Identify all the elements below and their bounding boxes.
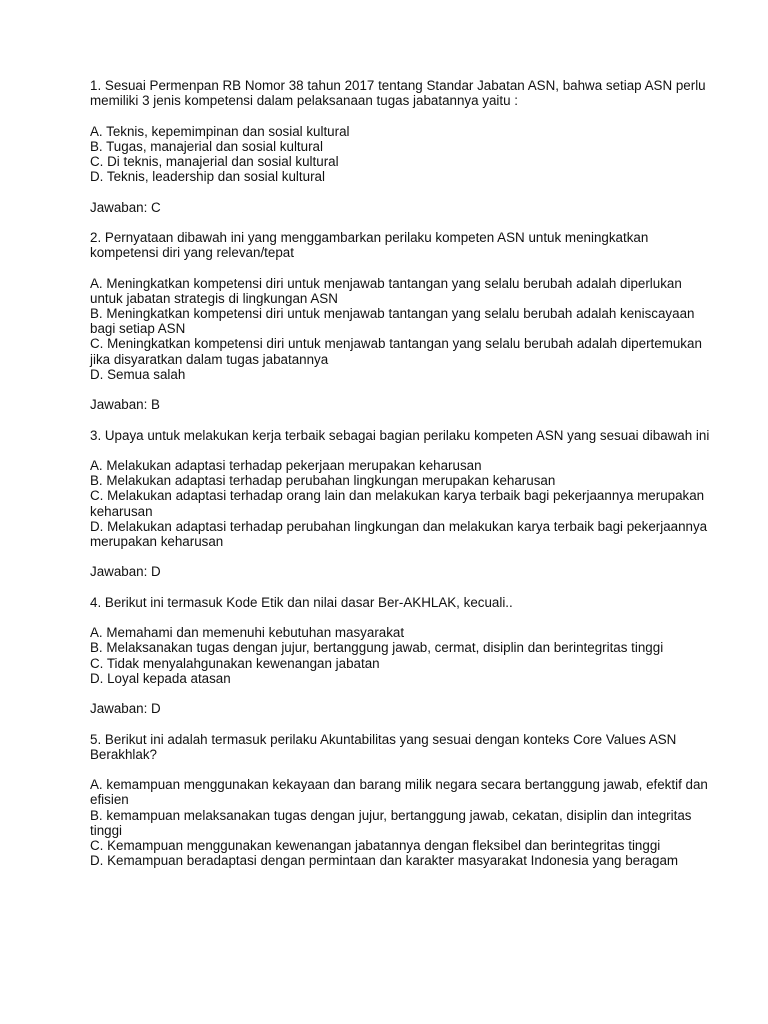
option-d: D. Kemampuan beradaptasi dengan permintaan dan karakter masyarakat Indonesia yang beragam	[90, 853, 679, 869]
option-b: B. Meningkatkan kompetensi diri untuk menjawab tantangan yang selalu berubah adalah keniscayaan bagi setiap ASN	[90, 305, 695, 337]
answer-text: Jawaban: B	[90, 397, 160, 413]
option-b: B. kemampuan melaksanakan tugas dengan jujur, bertanggung jawab, cekatan, disiplin dan integritas tinggi	[90, 807, 692, 838]
answer-text: Jawaban: D	[90, 564, 161, 580]
question-text: 4. Berikut ini termasuk Kode Etik dan nilai dasar Ber-AKHLAK, kecuali..	[90, 594, 513, 610]
option-a: A. Teknis, kepemimpinan dan sosial kultural	[90, 123, 350, 139]
answer-text: Jawaban: D	[90, 701, 161, 717]
option-list	[90, 276, 710, 382]
option-list	[90, 458, 710, 549]
answer-text: Jawaban: C	[90, 199, 161, 215]
option-list	[90, 124, 710, 185]
option-b: B. Melaksanakan tugas dengan jujur, bertanggung jawab, cermat, disiplin dan berintegritas tinggi	[90, 640, 664, 656]
option-c: C. Kemampuan menggunakan kewenangan jabatannya dengan fleksibel dan berintegritas tinggi	[90, 837, 661, 853]
option-a: A. kemampuan menggunakan kekayaan dan barang milik negara secara bertanggung jawab, efektif dan efisien	[90, 777, 708, 808]
question-2	[90, 230, 710, 412]
option-a: A. Melakukan adaptasi terhadap pekerjaan merupakan keharusan	[90, 457, 482, 473]
question-4	[90, 595, 710, 717]
option-d: D. Semua salah	[90, 366, 186, 382]
option-list	[90, 625, 710, 686]
question-3	[90, 428, 710, 580]
option-c: C. Di teknis, manajerial dan sosial kultural	[90, 154, 339, 169]
option-c: C. Tidak menyalahgunakan kewenangan jabatan	[90, 655, 380, 671]
option-c: C. Melakukan adaptasi terhadap orang lain dan melakukan karya terbaik bagi pekerjaannya merupakan keharusan	[90, 488, 705, 519]
document-page	[90, 78, 710, 868]
question-text: 3. Upaya untuk melakukan kerja terbaik sebagai bagian perilaku kompeten ASN yang sesuai dibawah ini	[90, 427, 710, 443]
option-list	[90, 777, 710, 868]
option-b: B. Tugas, manajerial dan sosial kultural	[90, 138, 323, 154]
question-text: 5. Berikut ini adalah termasuk perilaku Akuntabilitas yang sesuai dengan konteks Core Values ASN Berakhlak?	[90, 731, 677, 762]
question-text: 1. Sesuai Permenpan RB Nomor 38 tahun 2017 tentang Standar Jabatan ASN, bahwa setiap ASN perlu memiliki 3 jenis kompetensi dalam pelaksanaan tugas jabatannya yaitu :	[90, 78, 706, 109]
option-a: A. Meningkatkan kompetensi diri untuk menjawab tantangan yang selalu berubah adalah diperlukan untuk jabatan strategis di lingkungan ASN	[90, 275, 682, 306]
option-c: C. Meningkatkan kompetensi diri untuk menjawab tantangan yang selalu berubah adalah dipertemukan jika disyaratkan dalam tugas jabatannya	[90, 336, 702, 367]
option-d: D. Teknis, leadership dan sosial kultural	[90, 169, 325, 185]
option-d: D. Melakukan adaptasi terhadap perubahan lingkungan dan melakukan karya terbaik bagi pekerjaannya merupakan keharusan	[90, 518, 708, 549]
question-text: 2. Pernyataan dibawah ini yang menggambarkan perilaku kompeten ASN untuk meningkatkan kompetensi diri yang relevan/tepat	[90, 229, 649, 261]
option-a: A. Memahami dan memenuhi kebutuhan masyarakat	[90, 625, 405, 641]
question-1	[90, 78, 710, 215]
question-5	[90, 732, 710, 869]
option-d: D. Loyal kepada atasan	[90, 670, 231, 686]
option-b: B. Melakukan adaptasi terhadap perubahan lingkungan merupakan keharusan	[90, 473, 556, 489]
